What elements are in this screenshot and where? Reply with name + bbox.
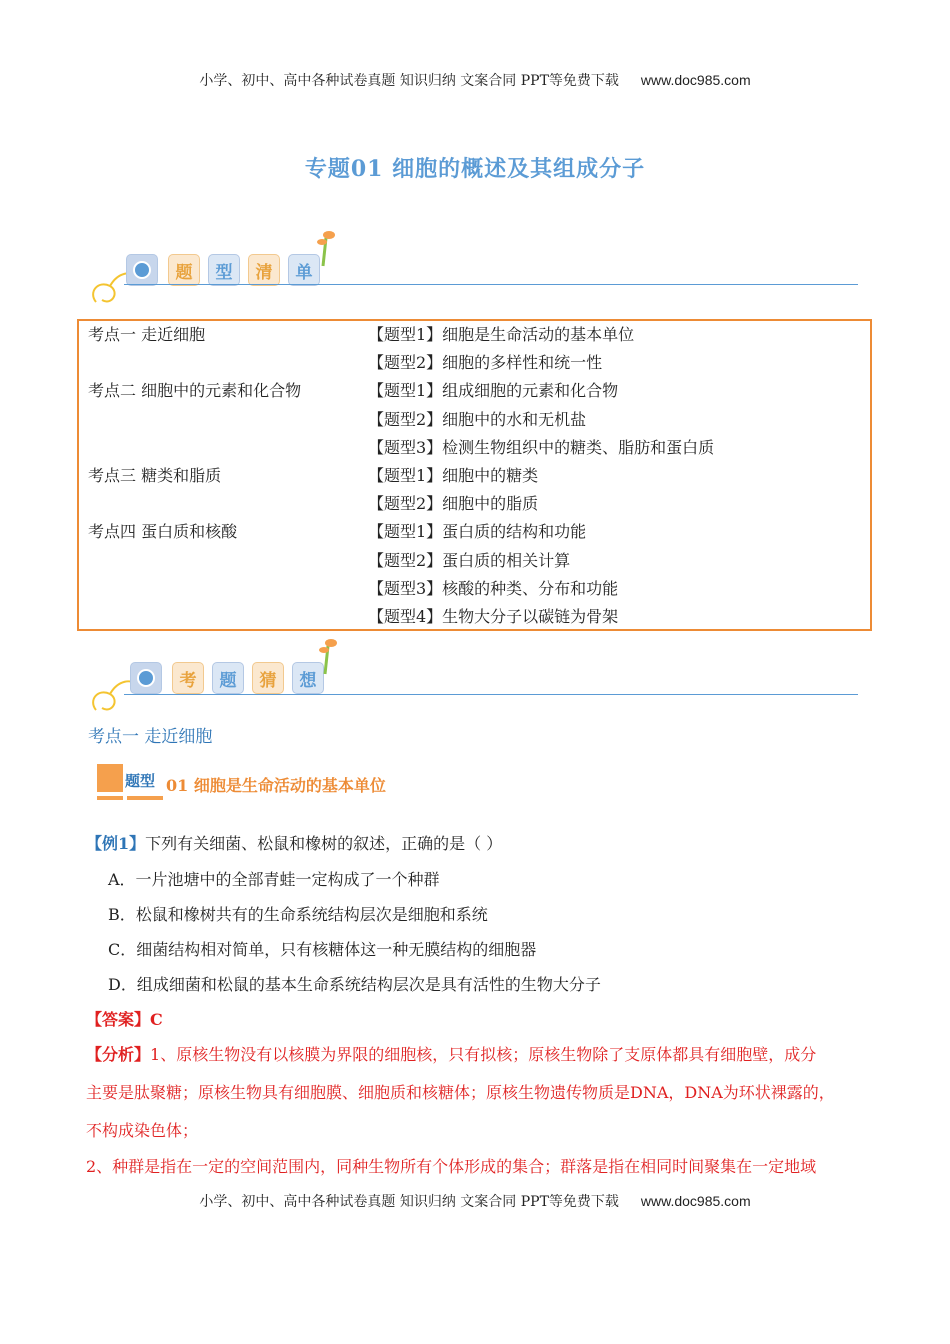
toc-topic: 考点四 蛋白质和核酸: [88, 522, 238, 542]
banner-underline: [124, 284, 858, 285]
banner-char: 猜: [252, 662, 284, 694]
toc-row: [79, 406, 870, 434]
answer-value: C: [150, 1010, 163, 1029]
toc-row: [79, 547, 870, 575]
option-a: A．一片池塘中的全部青蛙一定构成了一个种群: [108, 870, 440, 889]
question-type-title: 01 细胞是生命活动的基本单位: [166, 776, 386, 795]
tag-underline: [127, 796, 163, 800]
page-title: 专题01 细胞的概述及其组成分子: [304, 156, 646, 182]
answer-label: 【答案】: [86, 1010, 151, 1029]
header-url[interactable]: www.doc985.com: [640, 72, 751, 88]
tag-underline: [97, 796, 123, 800]
toc-question-type: 【题型2】细胞中的脂质: [368, 494, 539, 514]
page-footer: [0, 1191, 950, 1211]
toc-question-type: 【题型4】生物大分子以碳链为骨架: [368, 607, 619, 626]
banner-char: 型: [208, 254, 240, 286]
toc-row: [79, 377, 870, 405]
banner-underline: [124, 694, 858, 695]
answer-line: [86, 1008, 163, 1032]
analysis-text: 1、原核生物没有以核膜为界限的细胞核，只有拟核；原核生物除了支原体都具有细胞壁，成分: [150, 1045, 817, 1064]
banner-char: 单: [288, 254, 320, 286]
banner-exam-guess: [88, 636, 858, 706]
analysis-line: 主要是肽聚糖；原核生物具有细胞膜、细胞质和核糖体；原核生物遗传物质是DNA，DNA为环状裸露的，: [86, 1083, 835, 1102]
toc-question-type: 【题型2】细胞中的水和无机盐: [368, 409, 587, 429]
toc-question-type: 【题型2】蛋白质的相关计算: [368, 550, 571, 570]
toc-topic: 考点一 走近细胞: [88, 325, 206, 344]
toc-row: [79, 321, 870, 349]
question-type-tag: [97, 764, 167, 804]
toc-topic: 考点三 糖类和脂质: [88, 466, 222, 485]
banner-question-types: [88, 228, 858, 298]
toc-row: [79, 434, 870, 462]
toc-question-type: 【题型1】蛋白质的结构和功能: [368, 522, 587, 542]
analysis-line: [86, 1043, 816, 1067]
banner-char: 题: [168, 254, 200, 286]
banner-char: 考: [172, 662, 204, 694]
tag-label: 题型: [125, 772, 156, 790]
toc-row: [79, 349, 870, 377]
toc-topic: 考点二 细胞中的元素和化合物: [88, 381, 302, 401]
example-label: 【例1】: [86, 834, 146, 853]
option-d: D．组成细菌和松鼠的基本生命系统结构层次是具有活性的生物大分子: [108, 975, 601, 994]
example-stem: [86, 832, 502, 856]
sprout-icon: [316, 228, 340, 268]
toc-question-type: 【题型1】组成细胞的元素和化合物: [368, 381, 619, 401]
toc-row: [79, 575, 870, 603]
sprout-icon: [318, 636, 342, 676]
analysis-line: 不构成染色体；: [86, 1121, 199, 1140]
example-stem-text: 下列有关细菌、松鼠和橡树的叙述，正确的是（ ）: [145, 834, 503, 853]
toc-question-type: 【题型1】细胞中的糖类: [368, 466, 539, 485]
toc-row: [79, 603, 870, 631]
toc-question-type: 【题型2】细胞的多样性和统一性: [368, 353, 603, 373]
option-b: B．松鼠和橡树共有的生命系统结构层次是细胞和系统: [108, 905, 488, 924]
banner-number-icon: [130, 662, 162, 694]
footer-text: 小学、初中、高中各种试卷真题 知识归纳 文案合同 PPT等免费下载: [199, 1194, 619, 1210]
tag-block: [97, 764, 123, 792]
question-type-list: [77, 319, 872, 631]
toc-row: [79, 490, 870, 518]
toc-question-type: 【题型3】检测生物组织中的糖类、脂肪和蛋白质: [368, 437, 715, 457]
banner-char: 清: [248, 254, 280, 286]
option-c: C．细菌结构相对简单，只有核糖体这一种无膜结构的细胞器: [108, 940, 537, 959]
page-header: [0, 70, 950, 90]
toc-row: [79, 518, 870, 546]
banner-number-icon: [126, 254, 158, 286]
analysis-line: 2、种群是指在一定的空间范围内，同种生物所有个体形成的集合；群落是指在相同时间聚集在一定地域: [86, 1157, 817, 1176]
analysis-label: 【分析】: [86, 1045, 151, 1064]
toc-question-type: 【题型3】核酸的种类、分布和功能: [368, 578, 619, 598]
toc-question-type: 【题型1】细胞是生命活动的基本单位: [368, 325, 635, 344]
footer-url[interactable]: www.doc985.com: [640, 1193, 751, 1209]
banner-char: 想: [292, 662, 324, 694]
header-text: 小学、初中、高中各种试卷真题 知识归纳 文案合同 PPT等免费下载: [199, 73, 619, 89]
toc-row: [79, 462, 870, 490]
section-heading: 考点一 走近细胞: [88, 727, 213, 747]
banner-char: 题: [212, 662, 244, 694]
